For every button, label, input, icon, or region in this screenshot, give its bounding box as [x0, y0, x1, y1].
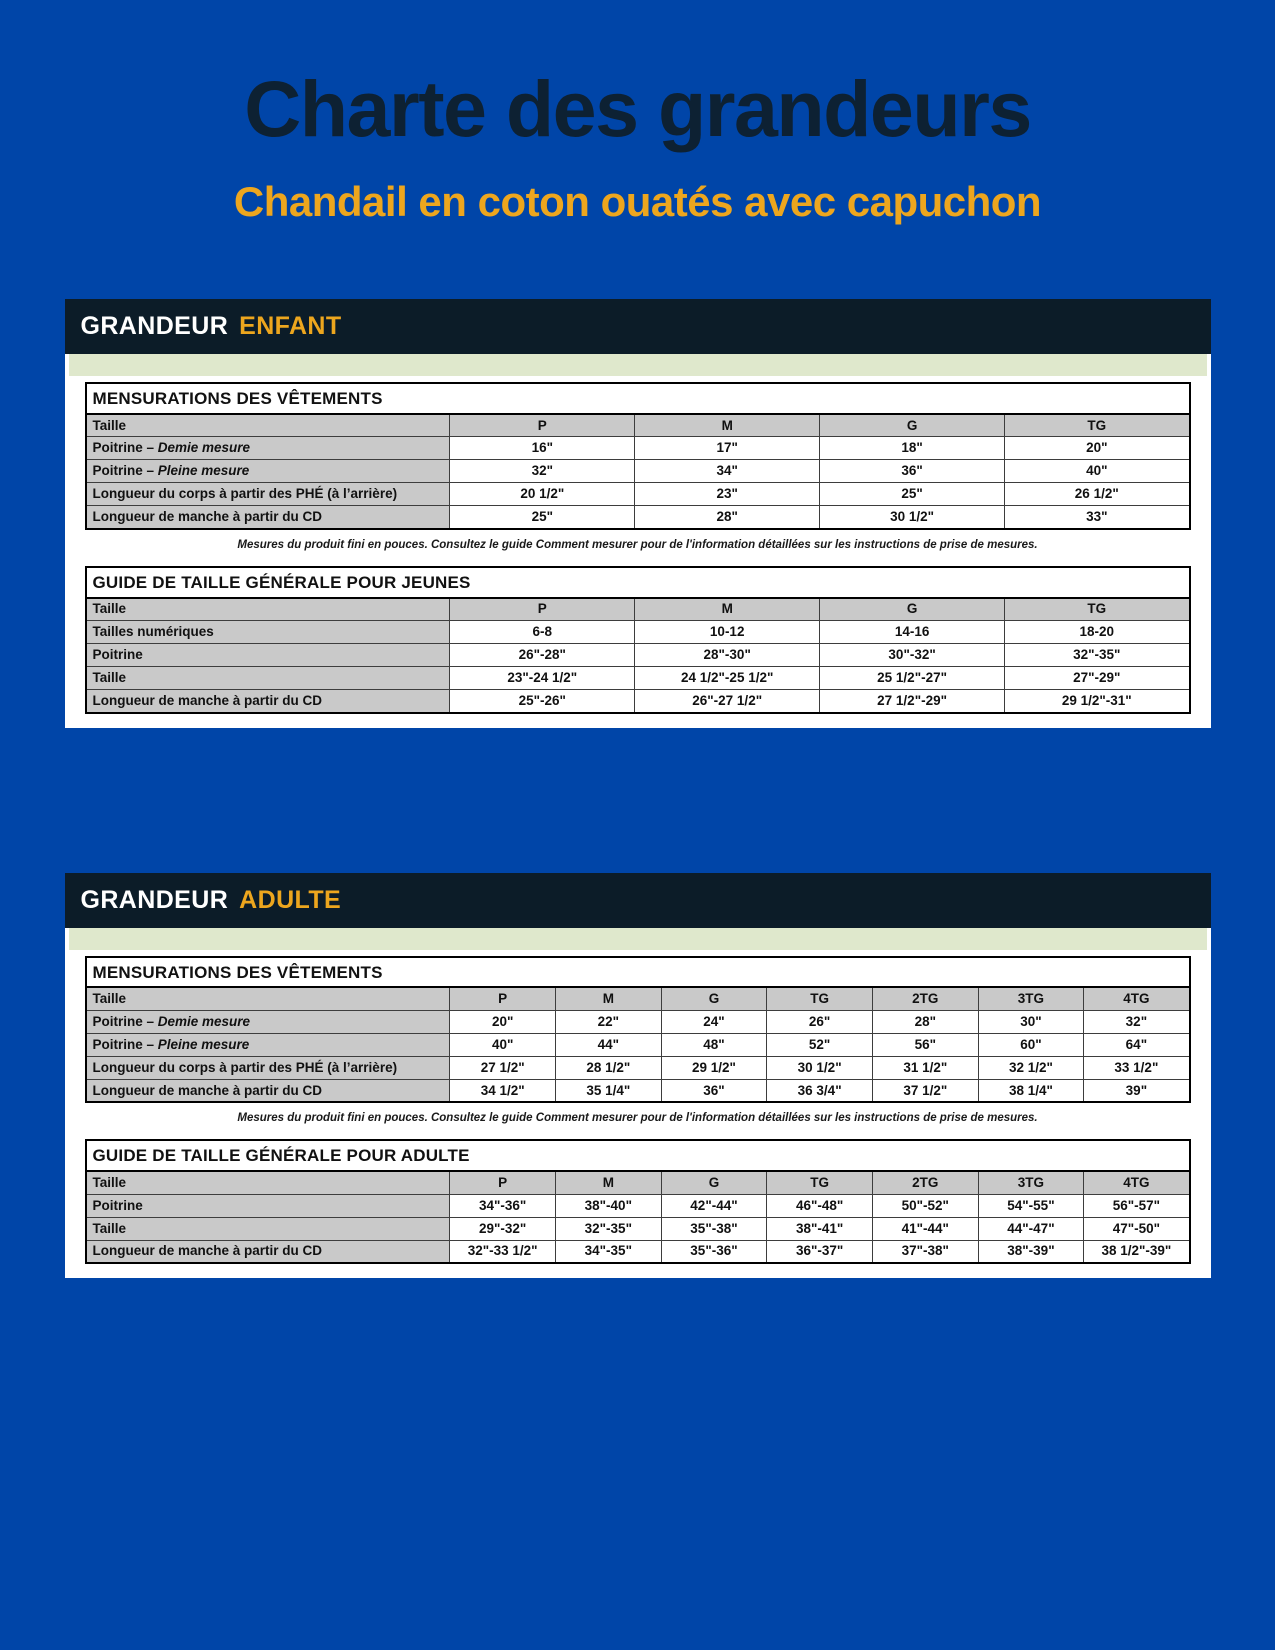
- table-cell-value: 17": [635, 437, 820, 460]
- column-header: TG: [1005, 598, 1190, 621]
- table-cell-value: 52": [767, 1033, 873, 1056]
- table-caption-row: [86, 383, 1190, 414]
- row-label-emphasis: Demie mesure: [157, 1013, 251, 1029]
- row-label-emphasis: Pleine mesure: [157, 463, 250, 479]
- table-cell-value: 30 1/2": [820, 506, 1005, 529]
- column-header: P: [450, 1171, 556, 1194]
- table-wrapper: [65, 1139, 1211, 1264]
- table-cell-value: 40": [450, 1033, 556, 1056]
- table-wrapper: [65, 566, 1211, 714]
- decorative-strip: [69, 354, 1207, 376]
- row-label: [86, 460, 450, 483]
- column-header-size: Taille: [86, 987, 450, 1010]
- table-cell-value: 33": [1005, 506, 1190, 529]
- table-cell-value: 30 1/2": [767, 1056, 873, 1079]
- column-header: G: [820, 598, 1005, 621]
- row-label-text: Longueur de manche à partir du CD: [92, 692, 323, 708]
- table-cell-value: 27 1/2"-29": [820, 690, 1005, 713]
- column-header: M: [555, 987, 661, 1010]
- table-cell-value: 38"-41": [767, 1217, 873, 1240]
- column-header: M: [635, 414, 820, 437]
- table-caption: MENSURATIONS DES VÊTEMENTS: [86, 383, 1190, 414]
- table-cell-value: 31 1/2": [872, 1056, 978, 1079]
- table-cell-value: 50"-52": [872, 1194, 978, 1217]
- table-cell-value: 36 3/4": [767, 1079, 873, 1102]
- size-table: [85, 1139, 1191, 1264]
- row-label-text: Poitrine –: [92, 463, 158, 479]
- table-cell-value: 34": [635, 460, 820, 483]
- table-cell-value: 38 1/4": [978, 1079, 1084, 1102]
- row-label: [86, 667, 450, 690]
- table-cell-value: 30"-32": [820, 644, 1005, 667]
- table-cell-value: 26"-27 1/2": [635, 690, 820, 713]
- table-cell-value: 26"-28": [450, 644, 635, 667]
- table-row: [86, 483, 1190, 506]
- table-cell-value: 47"-50": [1084, 1217, 1190, 1240]
- table-cell-value: 22": [555, 1010, 661, 1033]
- row-label-text: Taille: [92, 1220, 127, 1236]
- table-cell-value: 34"-35": [555, 1240, 661, 1263]
- table-cell-value: 32"-35": [1005, 644, 1190, 667]
- row-label-text: Poitrine –: [92, 1013, 158, 1029]
- column-header-size: Taille: [86, 598, 450, 621]
- table-row: [86, 506, 1190, 529]
- page-header: [0, 0, 1275, 225]
- column-header: TG: [767, 1171, 873, 1194]
- table-row: [86, 460, 1190, 483]
- table-cell-value: 28": [872, 1010, 978, 1033]
- table-caption-row: [86, 1140, 1190, 1171]
- row-label: [86, 1010, 450, 1033]
- column-header: M: [555, 1171, 661, 1194]
- table-caption-row: [86, 957, 1190, 988]
- row-label-text: Longueur du corps à partir des PHÉ (à l’arrière): [92, 486, 398, 502]
- column-header: 2TG: [872, 1171, 978, 1194]
- table-cell-value: 44"-47": [978, 1217, 1084, 1240]
- page-title: Charte des grandeurs: [244, 64, 1031, 153]
- row-label-text: Longueur de manche à partir du CD: [92, 509, 323, 525]
- table-cell-value: 32": [1084, 1010, 1190, 1033]
- table-cell-value: 60": [978, 1033, 1084, 1056]
- table-cell-value: 33 1/2": [1084, 1056, 1190, 1079]
- row-label: [86, 1056, 450, 1079]
- table-cell-value: 24 1/2"-25 1/2": [635, 667, 820, 690]
- table-row: [86, 690, 1190, 713]
- table-row: [86, 437, 1190, 460]
- table-cell-value: 48": [661, 1033, 767, 1056]
- table-cell-value: 40": [1005, 460, 1190, 483]
- table-cell-value: 41"-44": [872, 1217, 978, 1240]
- section-qualifier: ADULTE: [239, 885, 342, 914]
- row-label-text: Poitrine: [92, 647, 143, 663]
- table-row: [86, 1217, 1190, 1240]
- table-cell-value: 34 1/2": [450, 1079, 556, 1102]
- row-label: [86, 1194, 450, 1217]
- row-label: [86, 1033, 450, 1056]
- table-wrapper: [65, 382, 1211, 530]
- measurement-footnote: Mesures du produit fini en pouces. Consultez le guide Comment mesurer pour de l'information détaillées sur les instructions de prise de mesures.: [237, 538, 1038, 551]
- section-label: GRANDEUR: [80, 885, 229, 914]
- table-row: [86, 667, 1190, 690]
- table-header-row: [86, 414, 1190, 437]
- column-header: 2TG: [872, 987, 978, 1010]
- section-header-bar: [65, 873, 1211, 928]
- table-cell-value: 35 1/4": [555, 1079, 661, 1102]
- row-label: [86, 621, 450, 644]
- table-cell-value: 20": [450, 1010, 556, 1033]
- table-cell-value: 28"-30": [635, 644, 820, 667]
- column-header-size: Taille: [86, 1171, 450, 1194]
- table-cell-value: 29 1/2"-31": [1005, 690, 1190, 713]
- table-cell-value: 54"-55": [978, 1194, 1084, 1217]
- table-header-row: [86, 598, 1190, 621]
- section-body: [65, 354, 1211, 727]
- table-cell-value: 38 1/2"-39": [1084, 1240, 1190, 1263]
- table-row: [86, 621, 1190, 644]
- section-enfant: [65, 299, 1211, 727]
- column-header: P: [450, 598, 635, 621]
- table-cell-value: 23"-24 1/2": [450, 667, 635, 690]
- table-cell-value: 24": [661, 1010, 767, 1033]
- table-cell-value: 23": [635, 483, 820, 506]
- table-cell-value: 25"-26": [450, 690, 635, 713]
- table-row: [86, 1240, 1190, 1263]
- table-cell-value: 27 1/2": [450, 1056, 556, 1079]
- column-header: G: [661, 1171, 767, 1194]
- table-cell-value: 32": [450, 460, 635, 483]
- table-caption: GUIDE DE TAILLE GÉNÉRALE POUR JEUNES: [86, 567, 1190, 598]
- column-header: 4TG: [1084, 987, 1190, 1010]
- page-subtitle: Chandail en coton ouatés avec capuchon: [233, 177, 1042, 225]
- table-cell-value: 10-12: [635, 621, 820, 644]
- table-cell-value: 29"-32": [450, 1217, 556, 1240]
- column-header: M: [635, 598, 820, 621]
- table-caption: MENSURATIONS DES VÊTEMENTS: [86, 957, 1190, 988]
- column-header: TG: [767, 987, 873, 1010]
- section-qualifier: ENFANT: [239, 312, 342, 341]
- table-row: [86, 1194, 1190, 1217]
- table-cell-value: 37"-38": [872, 1240, 978, 1263]
- table-cell-value: 26 1/2": [1005, 483, 1190, 506]
- table-cell-value: 28": [635, 506, 820, 529]
- table-row: [86, 1079, 1190, 1102]
- row-label: [86, 1079, 450, 1102]
- measurement-footnote: Mesures du produit fini en pouces. Consultez le guide Comment mesurer pour de l'information détaillées sur les instructions de prise de mesures.: [237, 1112, 1038, 1125]
- section-body: [65, 928, 1211, 1278]
- row-label-text: Taille: [92, 670, 127, 686]
- column-header: 4TG: [1084, 1171, 1190, 1194]
- table-header-row: [86, 987, 1190, 1010]
- table-cell-value: 20": [1005, 437, 1190, 460]
- table-cell-value: 18": [820, 437, 1005, 460]
- section-label: GRANDEUR: [80, 312, 229, 341]
- section-adulte: [65, 873, 1211, 1278]
- row-label-text: Poitrine –: [92, 1036, 158, 1052]
- row-label-text: Longueur de manche à partir du CD: [92, 1243, 323, 1259]
- table-cell-value: 20 1/2": [450, 483, 635, 506]
- table-cell-value: 35"-36": [661, 1240, 767, 1263]
- table-cell-value: 28 1/2": [555, 1056, 661, 1079]
- column-header: G: [661, 987, 767, 1010]
- row-label: [86, 644, 450, 667]
- size-table: [85, 956, 1191, 1104]
- table-cell-value: 14-16: [820, 621, 1005, 644]
- table-cell-value: 64": [1084, 1033, 1190, 1056]
- table-cell-value: 18-20: [1005, 621, 1190, 644]
- table-cell-value: 26": [767, 1010, 873, 1033]
- column-header-size: Taille: [86, 414, 450, 437]
- table-cell-value: 6-8: [450, 621, 635, 644]
- row-label: [86, 1217, 450, 1240]
- table-cell-value: 25": [820, 483, 1005, 506]
- row-label: [86, 437, 450, 460]
- table-row: [86, 1056, 1190, 1079]
- table-cell-value: 34"-36": [450, 1194, 556, 1217]
- table-cell-value: 56": [872, 1033, 978, 1056]
- row-label-text: Poitrine –: [92, 440, 158, 456]
- decorative-strip: [69, 928, 1207, 950]
- column-header: P: [450, 414, 635, 437]
- size-table: [85, 566, 1191, 714]
- table-cell-value: 56"-57": [1084, 1194, 1190, 1217]
- table-cell-value: 37 1/2": [872, 1079, 978, 1102]
- size-chart-sections: [0, 299, 1275, 1278]
- table-cell-value: 32"-35": [555, 1217, 661, 1240]
- table-cell-value: 30": [978, 1010, 1084, 1033]
- row-label-text: Tailles numériques: [92, 624, 214, 640]
- table-header-row: [86, 1171, 1190, 1194]
- table-caption-row: [86, 567, 1190, 598]
- row-label: [86, 690, 450, 713]
- row-label: [86, 483, 450, 506]
- table-row: [86, 1033, 1190, 1056]
- row-label-text: Poitrine: [92, 1197, 143, 1213]
- table-cell-value: 25 1/2"-27": [820, 667, 1005, 690]
- table-cell-value: 38"-40": [555, 1194, 661, 1217]
- size-table: [85, 382, 1191, 530]
- table-cell-value: 25": [450, 506, 635, 529]
- table-cell-value: 42"-44": [661, 1194, 767, 1217]
- row-label-emphasis: Pleine mesure: [157, 1036, 250, 1052]
- table-cell-value: 32 1/2": [978, 1056, 1084, 1079]
- table-wrapper: [65, 956, 1211, 1104]
- table-row: [86, 1010, 1190, 1033]
- row-label-emphasis: Demie mesure: [157, 440, 251, 456]
- row-label-text: Longueur de manche à partir du CD: [92, 1082, 323, 1098]
- column-header: 3TG: [978, 987, 1084, 1010]
- table-cell-value: 38"-39": [978, 1240, 1084, 1263]
- table-caption: GUIDE DE TAILLE GÉNÉRALE POUR ADULTE: [86, 1140, 1190, 1171]
- table-row: [86, 644, 1190, 667]
- section-header-bar: [65, 299, 1211, 354]
- column-header: G: [820, 414, 1005, 437]
- table-cell-value: 44": [555, 1033, 661, 1056]
- table-cell-value: 36": [820, 460, 1005, 483]
- table-cell-value: 16": [450, 437, 635, 460]
- table-cell-value: 36": [661, 1079, 767, 1102]
- table-cell-value: 46"-48": [767, 1194, 873, 1217]
- row-label: [86, 1240, 450, 1263]
- row-label-text: Longueur du corps à partir des PHÉ (à l’arrière): [92, 1059, 398, 1075]
- row-label: [86, 506, 450, 529]
- table-cell-value: 29 1/2": [661, 1056, 767, 1079]
- table-cell-value: 27"-29": [1005, 667, 1190, 690]
- column-header: 3TG: [978, 1171, 1084, 1194]
- column-header: P: [450, 987, 556, 1010]
- table-cell-value: 32"-33 1/2": [450, 1240, 556, 1263]
- column-header: TG: [1005, 414, 1190, 437]
- table-cell-value: 36"-37": [767, 1240, 873, 1263]
- table-cell-value: 39": [1084, 1079, 1190, 1102]
- table-cell-value: 35"-38": [661, 1217, 767, 1240]
